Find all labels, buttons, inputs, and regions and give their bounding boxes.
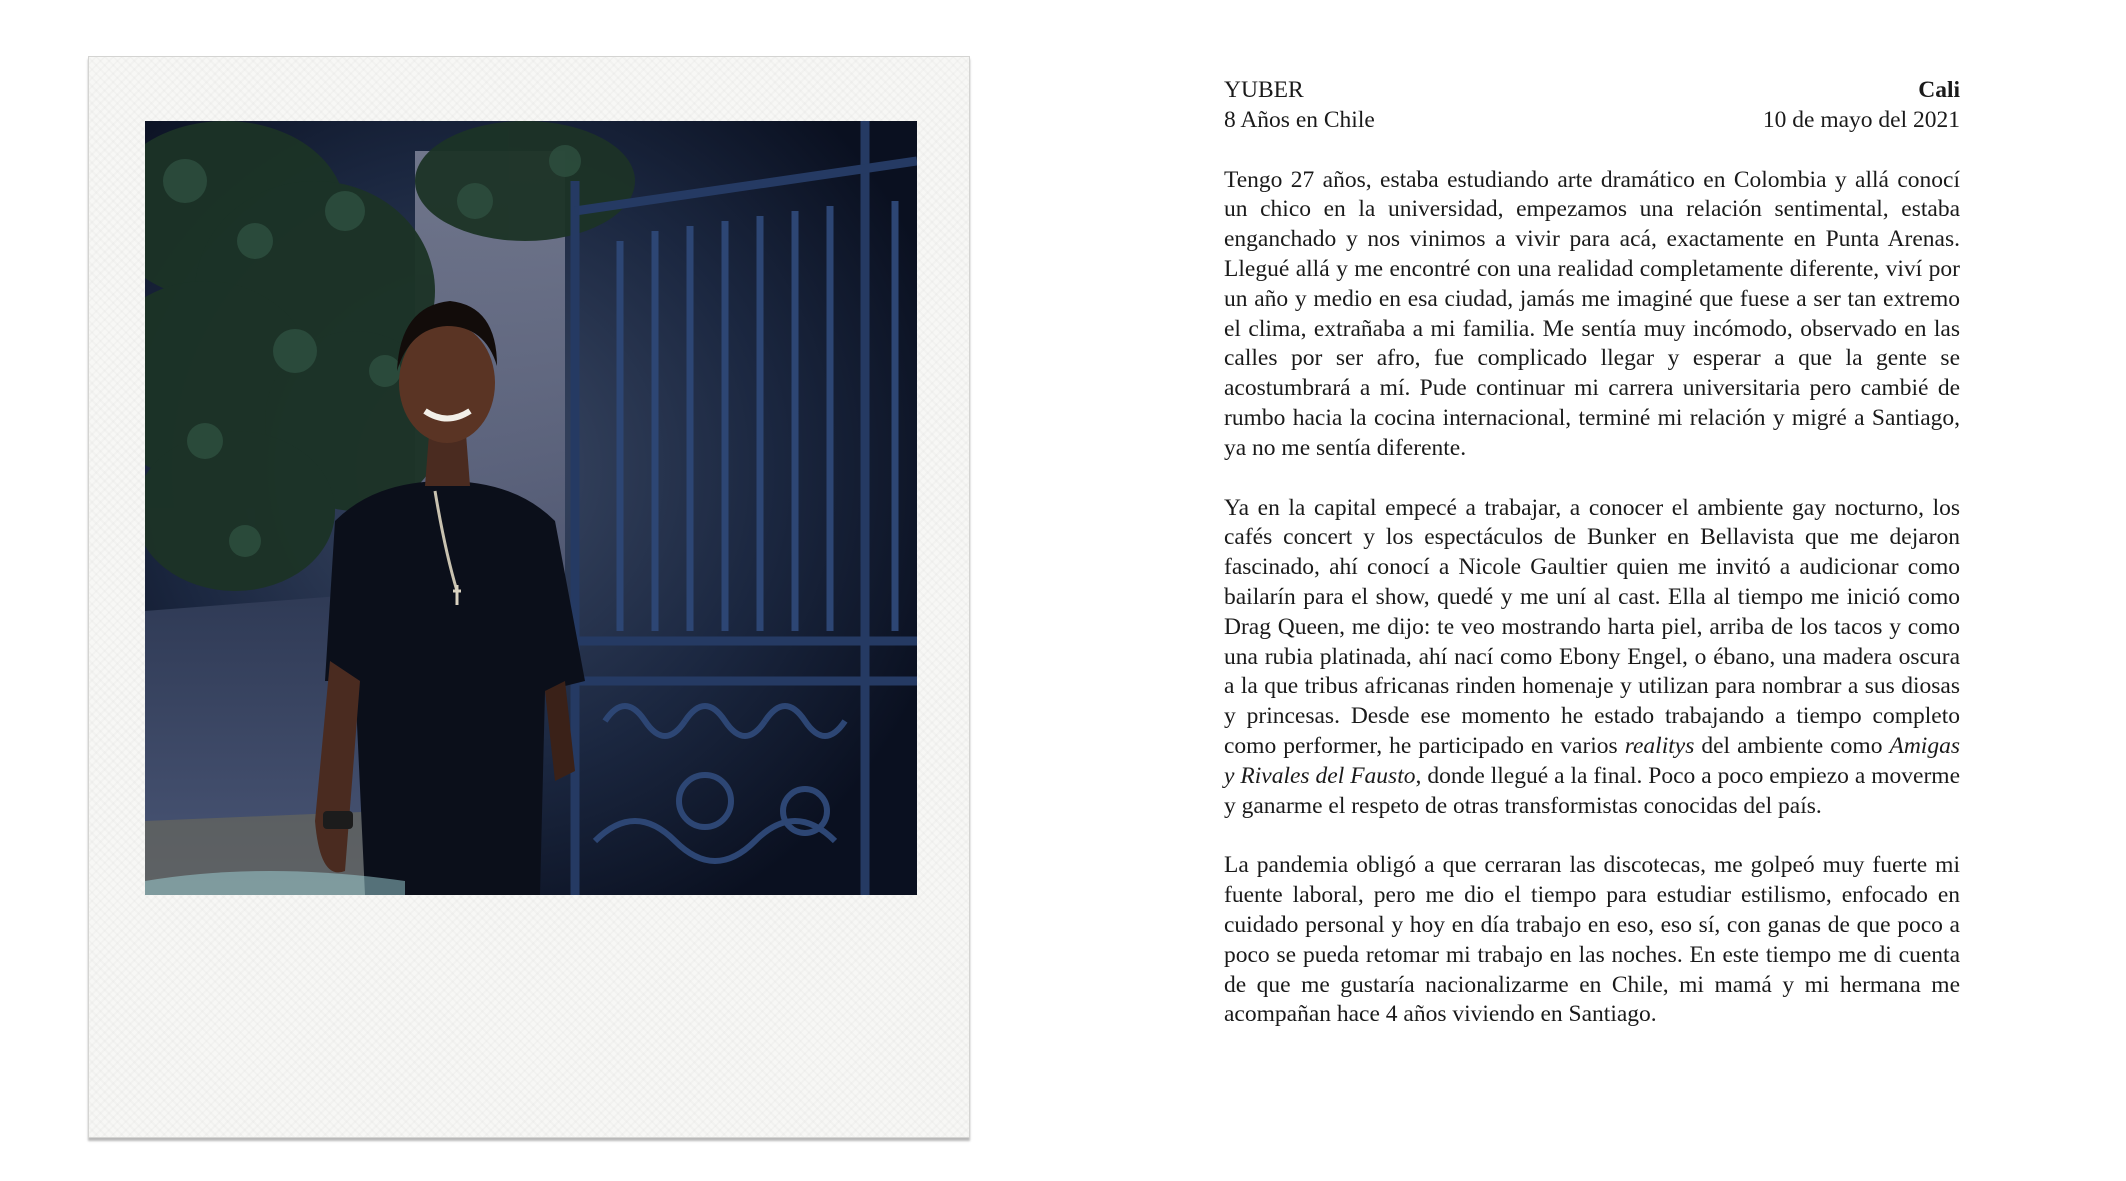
- person-name: YUBER: [1224, 77, 1304, 103]
- profile-header: [1224, 76, 1960, 136]
- paragraph-2-italic-show-title: Amigas y Rivales del Fausto: [1224, 732, 1960, 789]
- polaroid-print: [88, 56, 970, 1138]
- header-row-top: [1224, 76, 1960, 106]
- testimony-column: [1224, 76, 1960, 1030]
- interview-date: 10 de mayo del 2021: [1762, 106, 1960, 133]
- paragraph-3: [1224, 851, 1960, 1030]
- paragraph-3-text: La pandemia obligó a que cerraran las discotecas, me golpeó muy fuerte mi fuente laboral, pero me dio el tiempo para estudiar estilismo, enfocado en cuidado personal y hoy en día trabajo en eso, eso sí, con ganas de que poco a poco se pueda retomar mi trabajo en las noches. En este tiempo me di cuenta de que me gustaría nacionalizarme en Chile, mi mamá y mi hermana me acompañan hace 4 años viviendo en Santiago.: [1224, 852, 1960, 1028]
- paragraph-2-italic-realitys: realitys: [1624, 732, 1695, 759]
- city-label: Cali: [1918, 77, 1960, 103]
- portrait-illustration: [145, 121, 917, 895]
- paragraph-2-text-b: del ambiente como: [1694, 732, 1890, 759]
- paragraph-2-text: Ya en la capital empecé a trabajar, a conocer el ambiente gay nocturno, los cafés concert y los espectáculos de Bunker en Bellavista que me dejaron fascinado, ahí conocí a Nicole Gaultier quien me invitó a audicionar como bailarín para el show, quedé y me uní al cast. Ella al tiempo me inició como Drag Queen, me dijo: te veo mostrando harta piel, arriba de los tacos y como una rubia platinada, ahí nací como Ebony Engel, o ébano, una madera oscura a la que tribus africanas rinden homenaje y utilizan para nombrar a sus diosas y princesas. Desde ese momento he estado trabajando a tiempo completo como performer, he participado en varios: [1224, 494, 1960, 759]
- paragraph-2-text-c: , donde llegué a la final. Poco a poco empiezo a moverme y ganarme el respeto de otras transformistas conocidas del país.: [1224, 762, 1960, 819]
- paragraph-1: [1224, 166, 1960, 464]
- header-row-bottom: [1224, 106, 1960, 136]
- paragraph-1-text: Tengo 27 años, estaba estudiando arte dramático en Colombia y allá conocí un chico en la universidad, empezamos una relación sentimental, estaba enganchado y nos vinimos a vivir para acá, exactamente en Punta Arenas. Llegué allá y me encontré con una realidad completamente diferente, viví por un año y medio en esa ciudad, jamás me imaginé que fuese a ser tan extremo el clima, extrañaba a mi familia. Me sentía muy incómodo, observado en las calles por ser afro, fue complicado llegar y esperar a que la gente se acostumbrará a mí. Pude continuar mi carrera universitaria pero cambié de rumbo hacia la cocina internacional, terminé mi relación y migré a Santiago, ya no me sentía diferente.: [1224, 166, 1960, 461]
- portrait-photo: [145, 121, 917, 895]
- paragraph-2: [1224, 494, 1960, 822]
- years-in-chile: 8 Años en Chile: [1224, 106, 1375, 133]
